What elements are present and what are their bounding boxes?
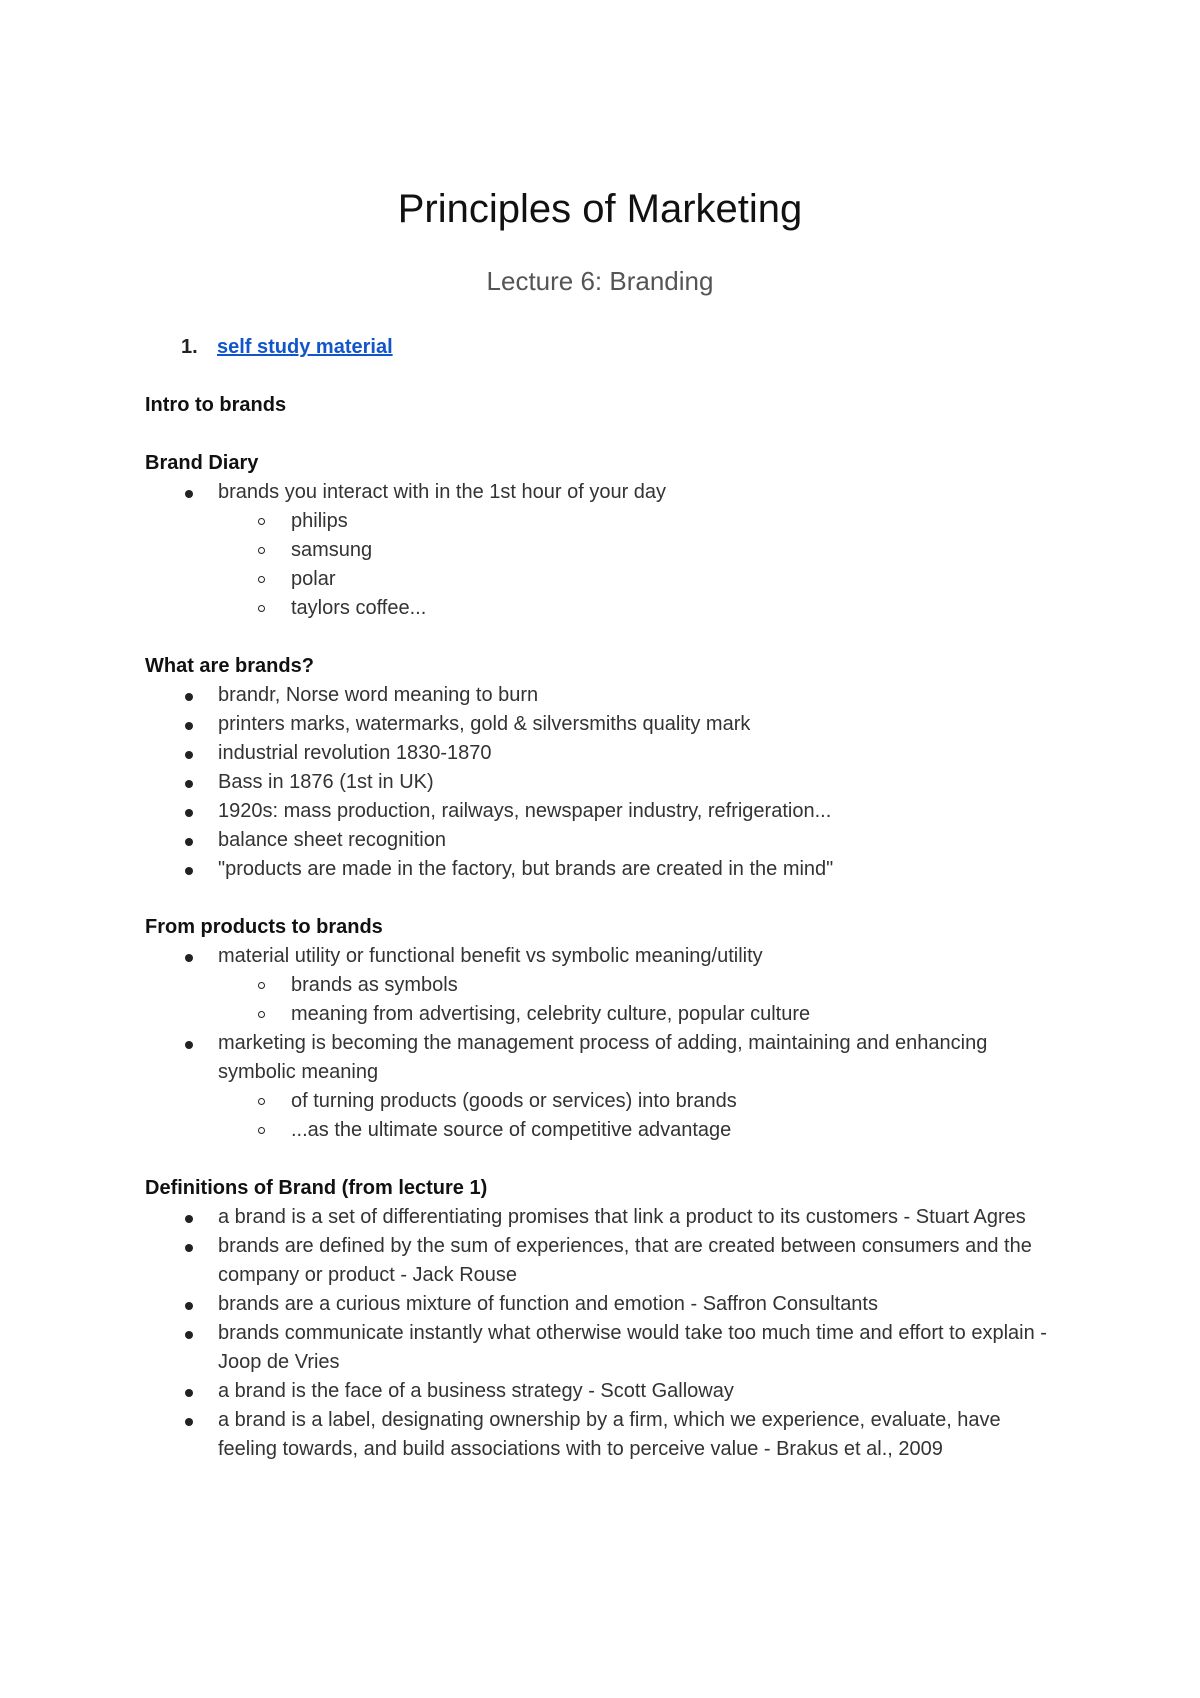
list-item (145, 478, 1065, 507)
list-number: 1. (181, 336, 198, 358)
sub-list-wrapper (145, 971, 1065, 1029)
section-spacer (145, 1145, 1065, 1174)
hollow-bullet-icon (258, 547, 265, 554)
list-item-text: marketing is becoming the management process of adding, maintaining and enhancing symbolic meaning (218, 1032, 988, 1083)
section-spacer (145, 884, 1065, 913)
filled-bullet-icon (185, 1244, 193, 1252)
list-item (145, 1319, 1065, 1377)
list-item-text: material utility or functional benefit vs symbolic meaning/utility (218, 945, 763, 967)
filled-bullet-icon (185, 1302, 193, 1310)
list-item (145, 1232, 1065, 1290)
section-spacer (145, 623, 1065, 652)
list-item-text: printers marks, watermarks, gold & silversmiths quality mark (218, 713, 751, 735)
list-item-text: a brand is the face of a business strategy - Scott Galloway (218, 1380, 734, 1402)
filled-bullet-icon (185, 1215, 193, 1223)
list-item (145, 739, 1065, 768)
filled-bullet-icon (185, 867, 193, 875)
list-item-text: brands you interact with in the 1st hour of your day (218, 481, 667, 503)
sub-list-item-text: ...as the ultimate source of competitive advantage (291, 1119, 732, 1141)
list-item (145, 942, 1065, 971)
sub-list-item (218, 1000, 1065, 1029)
section-heading: Intro to brands (145, 394, 287, 416)
list-item-text: Bass in 1876 (1st in UK) (218, 771, 434, 793)
list-item (145, 1290, 1065, 1319)
document-title: Principles of Marketing (397, 187, 803, 231)
list-item (145, 797, 1065, 826)
sub-list-item (218, 971, 1065, 1000)
sections-container (145, 391, 1065, 1464)
hollow-bullet-icon (258, 576, 265, 583)
filled-bullet-icon (185, 1331, 193, 1339)
section-spacer (145, 420, 1065, 449)
filled-bullet-icon (185, 780, 193, 788)
hollow-bullet-icon (258, 1098, 265, 1105)
hollow-bullet-icon (258, 1127, 265, 1134)
list-item-text: a brand is a set of differentiating promises that link a product to its customers - Stuart Agres (218, 1206, 1026, 1228)
list-item (145, 1406, 1065, 1464)
sub-bullet-list (218, 1087, 1065, 1145)
list-item-text: a brand is a label, designating ownership by a firm, which we experience, evaluate, have feeling towards, and build associations with to perceive value - Brakus et al., 2009 (218, 1409, 1001, 1460)
list-item-text: 1920s: mass production, railways, newspaper industry, refrigeration... (218, 800, 832, 822)
filled-bullet-icon (185, 954, 193, 962)
list-item-text: balance sheet recognition (218, 829, 446, 851)
filled-bullet-icon (185, 809, 193, 817)
filled-bullet-icon (185, 722, 193, 730)
sub-list-item (218, 565, 1065, 594)
sub-bullet-list (218, 971, 1065, 1029)
bullet-list (145, 681, 1065, 884)
list-item-text: brands are defined by the sum of experiences, that are created between consumers and the company or product - Jack Rouse (218, 1235, 1032, 1286)
sub-list-item (218, 1116, 1065, 1145)
sub-list-wrapper (145, 1087, 1065, 1145)
hollow-bullet-icon (258, 1011, 265, 1018)
section-heading: Brand Diary (145, 452, 259, 474)
filled-bullet-icon (185, 693, 193, 701)
list-item (145, 826, 1065, 855)
list-item-text: "products are made in the factory, but brands are created in the mind" (218, 858, 834, 880)
hollow-bullet-icon (258, 605, 265, 612)
filled-bullet-icon (185, 838, 193, 846)
filled-bullet-icon (185, 751, 193, 759)
section-heading: What are brands? (145, 655, 314, 677)
sub-list-item-text: meaning from advertising, celebrity culture, popular culture (291, 1003, 811, 1025)
filled-bullet-icon (185, 1041, 193, 1049)
list-item-text: industrial revolution 1830-1870 (218, 742, 492, 764)
sub-list-item-text: philips (291, 510, 348, 532)
section-heading: From products to brands (145, 916, 383, 938)
sub-bullet-list (218, 507, 1065, 623)
sub-list-item-text: samsung (291, 539, 373, 561)
list-item-text: brands are a curious mixture of function and emotion - Saffron Consultants (218, 1293, 878, 1315)
filled-bullet-icon (185, 1389, 193, 1397)
list-item (145, 1203, 1065, 1232)
sub-list-item (218, 536, 1065, 565)
hollow-bullet-icon (258, 982, 265, 989)
sub-list-wrapper (145, 507, 1065, 623)
sub-list-item-text: brands as symbols (291, 974, 458, 996)
list-item-text: brandr, Norse word meaning to burn (218, 684, 539, 706)
document-subtitle: Lecture 6: Branding (486, 266, 714, 296)
filled-bullet-icon (185, 490, 193, 498)
list-item (145, 768, 1065, 797)
self-study-material-link[interactable]: self study material (217, 336, 393, 358)
list-item (145, 1029, 1065, 1087)
sub-list-item (218, 594, 1065, 623)
filled-bullet-icon (185, 1418, 193, 1426)
document-body (145, 333, 1065, 1464)
hollow-bullet-icon (258, 518, 265, 525)
list-item-text: brands communicate instantly what otherwise would take too much time and effort to explain - Joop de Vries (218, 1322, 1047, 1373)
bullet-list (145, 478, 1065, 623)
list-item (145, 1377, 1065, 1406)
section-heading: Definitions of Brand (from lecture 1) (145, 1177, 488, 1199)
sub-list-item-text: polar (291, 568, 336, 590)
numbered-list-item (181, 333, 1065, 362)
sub-list-item-text: of turning products (goods or services) into brands (291, 1090, 737, 1112)
bullet-list (145, 942, 1065, 1145)
sub-list-item (218, 507, 1065, 536)
list-item (145, 710, 1065, 739)
list-item (145, 681, 1065, 710)
list-item (145, 855, 1065, 884)
sub-list-item-text: taylors coffee... (291, 597, 427, 619)
sub-list-item (218, 1087, 1065, 1116)
bullet-list (145, 1203, 1065, 1464)
